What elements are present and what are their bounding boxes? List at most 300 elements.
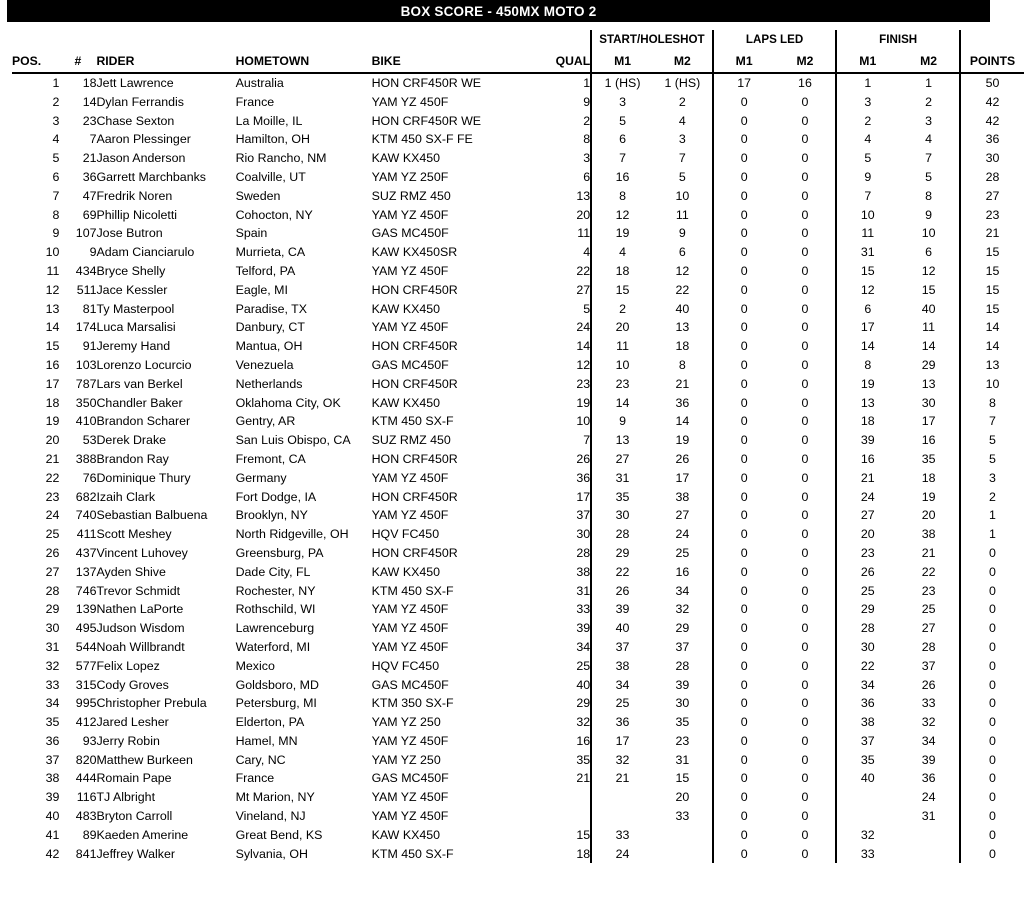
cell-pos: 32: [45, 658, 60, 673]
cell-rider: Jett Lawrence: [96, 76, 174, 90]
cell-rider: Jeffrey Walker: [96, 846, 175, 861]
cell-rider: Jace Kessler: [96, 282, 168, 297]
table-row[interactable]: [12, 187, 1024, 206]
cell-laps-m2: 0: [801, 169, 809, 184]
cell-number: 81: [82, 301, 97, 316]
cell-finish-m1: 23: [836, 544, 898, 563]
column-header-pos: POS.: [12, 51, 59, 73]
cell-finish-m1: 16: [836, 450, 898, 469]
cell-laps-m1: 0: [713, 394, 775, 413]
cell-number: 495: [75, 621, 97, 636]
table-row[interactable]: [12, 318, 1024, 337]
cell-qual: 39: [576, 621, 591, 636]
table-row[interactable]: [12, 112, 1024, 131]
table-row[interactable]: [12, 845, 1024, 864]
cell-start-m1: 5: [591, 112, 653, 131]
table-row[interactable]: [12, 412, 1024, 431]
cell-bike: YAM YZ 450F: [371, 621, 449, 636]
cell-laps-m2: 0: [801, 771, 809, 786]
table-row[interactable]: [12, 619, 1024, 638]
cell-points: 0: [960, 563, 1024, 582]
table-row[interactable]: [12, 469, 1024, 488]
cell-hometown: Australia: [235, 76, 284, 90]
table-row[interactable]: [12, 751, 1024, 770]
cell-number: 577: [75, 658, 97, 673]
cell-pos: 37: [45, 752, 60, 767]
cell-points: 0: [960, 582, 1024, 601]
cell-pos: 23: [45, 489, 60, 504]
cell-qual: 12: [576, 357, 591, 372]
cell-bike: YAM YZ 450F: [371, 508, 449, 523]
cell-points: 28: [960, 168, 1024, 187]
cell-start-m2: 9: [678, 226, 686, 241]
cell-rider: Trevor Schmidt: [96, 583, 181, 598]
cell-laps-m1: 0: [713, 112, 775, 131]
cell-laps-m1: 0: [713, 262, 775, 281]
cell-qual: 22: [576, 263, 591, 278]
cell-laps-m1: 0: [713, 657, 775, 676]
table-row[interactable]: [12, 544, 1024, 563]
cell-points: 0: [960, 676, 1024, 695]
cell-points: 0: [960, 826, 1024, 845]
cell-start-m1: 12: [591, 206, 653, 225]
cell-qual: 7: [583, 433, 591, 448]
cell-rider: Christopher Prebula: [96, 696, 207, 711]
cell-qual: 21: [576, 771, 591, 786]
cell-finish-m1: 30: [836, 638, 898, 657]
cell-pos: 19: [45, 414, 60, 429]
cell-pos: 34: [45, 696, 60, 711]
cell-hometown: Elderton, PA: [235, 715, 305, 730]
cell-bike: HQV FC450: [371, 527, 440, 542]
cell-pos: 30: [45, 621, 60, 636]
cell-start-m2: 35: [675, 715, 690, 730]
cell-bike: YAM YZ 450F: [371, 94, 449, 109]
cell-laps-m2: 0: [801, 188, 809, 203]
table-row[interactable]: [12, 563, 1024, 582]
table-row[interactable]: [12, 525, 1024, 544]
cell-laps-m1: 0: [713, 600, 775, 619]
cell-hometown: Brooklyn, NY: [235, 508, 308, 523]
cell-pos: 1: [52, 76, 60, 90]
cell-rider: Jose Butron: [96, 226, 163, 241]
cell-qual: [536, 788, 591, 807]
cell-points: 0: [960, 845, 1024, 864]
cell-finish-m1: 19: [836, 375, 898, 394]
cell-points: 21: [960, 224, 1024, 243]
cell-rider: TJ Albright: [96, 790, 156, 805]
cell-qual: 15: [576, 827, 591, 842]
cell-rider: Lars van Berkel: [96, 376, 183, 391]
cell-finish-m2: 39: [921, 752, 936, 767]
cell-hometown: Hamilton, OH: [235, 132, 310, 147]
cell-number: 69: [82, 207, 97, 222]
cell-laps-m2: 0: [801, 809, 809, 824]
cell-finish-m1: 38: [836, 713, 898, 732]
table-row[interactable]: [12, 826, 1024, 845]
cell-finish-m2: 34: [921, 733, 936, 748]
cell-number: 21: [82, 151, 97, 166]
cell-number: 93: [82, 733, 97, 748]
cell-laps-m1: 0: [713, 788, 775, 807]
cell-rider: Nathen LaPorte: [96, 602, 184, 617]
cell-points: 0: [960, 694, 1024, 713]
cell-finish-m2: 35: [921, 451, 936, 466]
cell-pos: 6: [52, 169, 60, 184]
table-row[interactable]: [12, 582, 1024, 601]
cell-laps-m1: 0: [713, 582, 775, 601]
cell-hometown: Sweden: [235, 188, 281, 203]
cell-start-m2: [653, 845, 713, 864]
cell-laps-m1: 0: [713, 130, 775, 149]
cell-finish-m1: 2: [836, 112, 898, 131]
cell-number: 116: [76, 790, 97, 805]
table-row[interactable]: [12, 506, 1024, 525]
cell-start-m1: 16: [591, 168, 653, 187]
cell-finish-m2: 17: [921, 414, 936, 429]
cell-qual: 29: [576, 696, 591, 711]
cell-start-m1: 26: [591, 582, 653, 601]
table-row[interactable]: [12, 337, 1024, 356]
cell-pos: 11: [46, 263, 60, 278]
cell-qual: 30: [576, 527, 591, 542]
cell-start-m2: 24: [675, 527, 690, 542]
cell-finish-m2: 2: [925, 94, 933, 109]
cell-start-m1: [591, 788, 653, 807]
cell-hometown: France: [235, 771, 275, 786]
cell-bike: SUZ RMZ 450: [371, 188, 451, 203]
cell-laps-m1: 0: [713, 337, 775, 356]
cell-finish-m2: 15: [921, 282, 936, 297]
cell-points: 0: [960, 657, 1024, 676]
cell-number: 9: [89, 245, 97, 260]
cell-laps-m2: 0: [801, 113, 809, 128]
table-row[interactable]: [12, 732, 1024, 751]
cell-pos: 3: [52, 113, 60, 128]
cell-bike: YAM YZ 450F: [371, 207, 449, 222]
cell-laps-m2: 0: [801, 395, 809, 410]
cell-qual: 5: [583, 301, 591, 316]
cell-finish-m2: 6: [925, 245, 933, 260]
cell-start-m2: 22: [675, 282, 690, 297]
cell-finish-m1: 7: [836, 187, 898, 206]
cell-qual: 11: [577, 226, 591, 241]
cell-laps-m1: 0: [713, 206, 775, 225]
cell-number: 350: [75, 395, 97, 410]
cell-start-m2: 23: [675, 733, 690, 748]
cell-number: 14: [82, 94, 97, 109]
table-row[interactable]: [12, 206, 1024, 225]
cell-rider: Ayden Shive: [96, 564, 166, 579]
table-row[interactable]: [12, 488, 1024, 507]
cell-number: 511: [76, 282, 97, 297]
table-row[interactable]: [12, 769, 1024, 788]
cell-finish-m2: 7: [925, 151, 933, 166]
cell-hometown: France: [235, 94, 275, 109]
cell-pos: 13: [45, 301, 60, 316]
table-row[interactable]: [12, 375, 1024, 394]
cell-finish-m1: 14: [836, 337, 898, 356]
table-row[interactable]: [12, 676, 1024, 695]
cell-pos: 27: [45, 564, 60, 579]
cell-qual: 14: [576, 339, 591, 354]
cell-rider: Felix Lopez: [96, 658, 160, 673]
cell-finish-m2: 8: [925, 188, 933, 203]
cell-hometown: Cary, NC: [235, 752, 286, 767]
cell-finish-m1: 27: [836, 506, 898, 525]
cell-pos: 35: [45, 715, 60, 730]
cell-finish-m1: 6: [836, 300, 898, 319]
cell-finish-m2: 33: [921, 696, 936, 711]
cell-bike: HON CRF450R WE: [371, 113, 482, 128]
cell-hometown: Lawrenceburg: [235, 621, 315, 636]
cell-laps-m2: 0: [801, 357, 809, 372]
cell-bike: HON CRF450R: [371, 545, 458, 560]
cell-hometown: Murrieta, CA: [235, 245, 306, 260]
cell-rider: Matthew Burkeen: [96, 752, 193, 767]
cell-bike: GAS MC450F: [371, 771, 449, 786]
table-row[interactable]: [12, 93, 1024, 112]
cell-pos: 17: [45, 376, 60, 391]
cell-finish-m1: 24: [836, 488, 898, 507]
cell-laps-m1: 0: [713, 375, 775, 394]
cell-qual: 32: [576, 715, 591, 730]
column-header-laps-m1: M1: [713, 51, 775, 73]
table-row[interactable]: [12, 694, 1024, 713]
cell-bike: GAS MC450F: [371, 357, 449, 372]
cell-points: 50: [960, 73, 1024, 93]
cell-points: 13: [960, 356, 1024, 375]
cell-points: 0: [960, 619, 1024, 638]
cell-number: 820: [75, 752, 97, 767]
cell-rider: Romain Pape: [96, 771, 172, 786]
cell-pos: 21: [45, 451, 60, 466]
table-row[interactable]: [12, 149, 1024, 168]
cell-start-m2: 14: [675, 414, 690, 429]
cell-finish-m2: 14: [921, 339, 936, 354]
cell-points: 2: [960, 488, 1024, 507]
cell-start-m2: 11: [675, 207, 689, 222]
cell-qual: 33: [576, 602, 591, 617]
cell-bike: YAM YZ 250: [371, 752, 441, 767]
cell-finish-m2: 25: [921, 602, 936, 617]
cell-start-m1: 13: [591, 431, 653, 450]
cell-laps-m2: 0: [801, 226, 809, 241]
column-header-bike: BIKE: [372, 51, 537, 73]
table-row[interactable]: [12, 356, 1024, 375]
cell-start-m1: 6: [591, 130, 653, 149]
cell-hometown: Netherlands: [235, 376, 303, 391]
cell-start-m2: 15: [675, 771, 690, 786]
cell-hometown: Oklahoma City, OK: [235, 395, 341, 410]
cell-pos: 10: [45, 245, 60, 260]
cell-points: 10: [960, 375, 1024, 394]
cell-bike: YAM YZ 450F: [371, 263, 449, 278]
cell-finish-m2: 38: [921, 527, 936, 542]
cell-start-m2: 5: [678, 169, 686, 184]
cell-rider: Brandon Ray: [96, 451, 169, 466]
cell-laps-m2: 0: [801, 263, 809, 278]
cell-finish-m1: 22: [836, 657, 898, 676]
cell-laps-m2: 0: [801, 564, 809, 579]
table-row[interactable]: [12, 638, 1024, 657]
table-row[interactable]: [12, 431, 1024, 450]
cell-start-m1: 31: [591, 469, 653, 488]
table-row[interactable]: [12, 600, 1024, 619]
cell-bike: KTM 350 SX-F: [371, 696, 454, 711]
table-row[interactable]: [12, 168, 1024, 187]
cell-number: 682: [75, 489, 97, 504]
cell-start-m2: 12: [675, 263, 690, 278]
cell-qual: 1: [583, 76, 591, 90]
cell-finish-m1: 31: [836, 243, 898, 262]
cell-bike: SUZ RMZ 450: [371, 433, 451, 448]
cell-rider: Chandler Baker: [96, 395, 183, 410]
cell-points: 0: [960, 769, 1024, 788]
cell-start-m2: 32: [675, 602, 690, 617]
cell-finish-m2: 21: [921, 545, 936, 560]
cell-laps-m2: 0: [801, 583, 809, 598]
cell-rider: Derek Drake: [96, 433, 167, 448]
cell-qual: 13: [576, 188, 591, 203]
cell-number: 36: [82, 169, 97, 184]
cell-number: 483: [75, 809, 97, 824]
cell-bike: HON CRF450R: [371, 282, 458, 297]
cell-finish-m1: 8: [836, 356, 898, 375]
cell-start-m1: 34: [591, 676, 653, 695]
cell-start-m1: 8: [591, 187, 653, 206]
cell-pos: 26: [45, 545, 60, 560]
cell-laps-m1: 0: [713, 149, 775, 168]
table-row[interactable]: [12, 807, 1024, 826]
table-row[interactable]: [12, 394, 1024, 413]
cell-pos: 41: [45, 827, 60, 842]
cell-laps-m2: 0: [801, 621, 809, 636]
cell-start-m2: 2: [678, 94, 686, 109]
cell-qual: 20: [576, 207, 591, 222]
cell-finish-m2: 10: [921, 226, 936, 241]
table-row[interactable]: [12, 281, 1024, 300]
cell-finish-m2: 16: [921, 433, 936, 448]
table-row[interactable]: [12, 243, 1024, 262]
cell-finish-m1: 36: [836, 694, 898, 713]
cell-start-m2: 27: [675, 508, 690, 523]
cell-laps-m1: 0: [713, 187, 775, 206]
cell-bike: KAW KX450SR: [371, 245, 458, 260]
cell-rider: Bryton Carroll: [96, 809, 173, 824]
cell-finish-m2: 22: [921, 564, 936, 579]
cell-laps-m1: 0: [713, 676, 775, 695]
cell-start-m1: 36: [591, 713, 653, 732]
cell-bike: HON CRF450R: [371, 489, 458, 504]
cell-start-m1: 37: [591, 638, 653, 657]
cell-finish-m2: 31: [921, 809, 936, 824]
cell-bike: KAW KX450: [371, 564, 441, 579]
cell-qual: 27: [576, 282, 591, 297]
cell-rider: Brandon Scharer: [96, 414, 191, 429]
table-row[interactable]: [12, 788, 1024, 807]
cell-rider: Lorenzo Locurcio: [96, 357, 192, 372]
cell-laps-m1: 0: [713, 488, 775, 507]
table-row[interactable]: [12, 130, 1024, 149]
cell-rider: Phillip Nicoletti: [96, 207, 178, 222]
column-header-laps-m2: M2: [775, 51, 837, 73]
cell-pos: 31: [45, 639, 60, 654]
cell-bike: GAS MC450F: [371, 677, 449, 692]
cell-laps-m2: 0: [801, 320, 809, 335]
cell-finish-m2: 32: [921, 715, 936, 730]
cell-finish-m2: 37: [921, 658, 936, 673]
cell-hometown: Telford, PA: [235, 263, 296, 278]
cell-start-m2: 29: [675, 621, 690, 636]
cell-hometown: Waterford, MI: [235, 639, 311, 654]
table-row[interactable]: [12, 713, 1024, 732]
cell-pos: 36: [45, 733, 60, 748]
cell-start-m2: 17: [675, 470, 690, 485]
cell-finish-m1: 11: [836, 224, 898, 243]
cell-qual: 40: [576, 677, 591, 692]
cell-start-m2: 21: [675, 376, 690, 391]
cell-start-m2: 25: [675, 545, 690, 560]
cell-start-m2: 6: [678, 245, 686, 260]
table-row[interactable]: [12, 657, 1024, 676]
cell-hometown: Goldsboro, MD: [235, 677, 319, 692]
cell-laps-m2: 0: [801, 696, 809, 711]
cell-pos: 7: [52, 188, 60, 203]
table-row[interactable]: [12, 73, 1024, 93]
cell-laps-m1: 0: [713, 619, 775, 638]
cell-rider: Aaron Plessinger: [96, 132, 191, 147]
cell-pos: 5: [52, 151, 60, 166]
table-row[interactable]: [12, 262, 1024, 281]
cell-finish-m2: 4: [925, 132, 933, 147]
cell-start-m2: 36: [675, 395, 690, 410]
cell-number: 434: [75, 263, 97, 278]
cell-rider: Cody Groves: [96, 677, 169, 692]
cell-finish-m1: 3: [836, 93, 898, 112]
column-header-finish-m1: M1: [836, 51, 898, 73]
cell-points: 27: [960, 187, 1024, 206]
cell-points: 3: [960, 469, 1024, 488]
cell-laps-m1: 0: [713, 506, 775, 525]
cell-bike: YAM YZ 450F: [371, 790, 449, 805]
cell-bike: KAW KX450: [371, 395, 441, 410]
cell-finish-m1: 20: [836, 525, 898, 544]
cell-hometown: San Luis Obispo, CA: [235, 433, 351, 448]
cell-start-m2: 19: [675, 433, 690, 448]
table-row[interactable]: [12, 224, 1024, 243]
cell-number: 544: [75, 639, 97, 654]
cell-qual: 36: [576, 470, 591, 485]
cell-pos: 33: [45, 677, 60, 692]
cell-start-m2: 28: [675, 658, 690, 673]
cell-pos: 24: [45, 508, 60, 523]
cell-start-m2: 4: [678, 113, 686, 128]
cell-laps-m2: 0: [801, 207, 809, 222]
cell-start-m1: 14: [591, 394, 653, 413]
cell-qual: 24: [576, 320, 591, 335]
cell-laps-m1: 0: [713, 525, 775, 544]
cell-hometown: Gentry, AR: [235, 414, 296, 429]
group-header-finish: FINISH: [836, 30, 960, 51]
cell-hometown: Sylvania, OH: [235, 846, 308, 861]
cell-start-m2: 13: [675, 320, 690, 335]
table-row[interactable]: [12, 300, 1024, 319]
column-header-row: [12, 51, 1024, 73]
table-row[interactable]: [12, 450, 1024, 469]
cell-points: 42: [960, 93, 1024, 112]
cell-start-m1: 24: [591, 845, 653, 864]
